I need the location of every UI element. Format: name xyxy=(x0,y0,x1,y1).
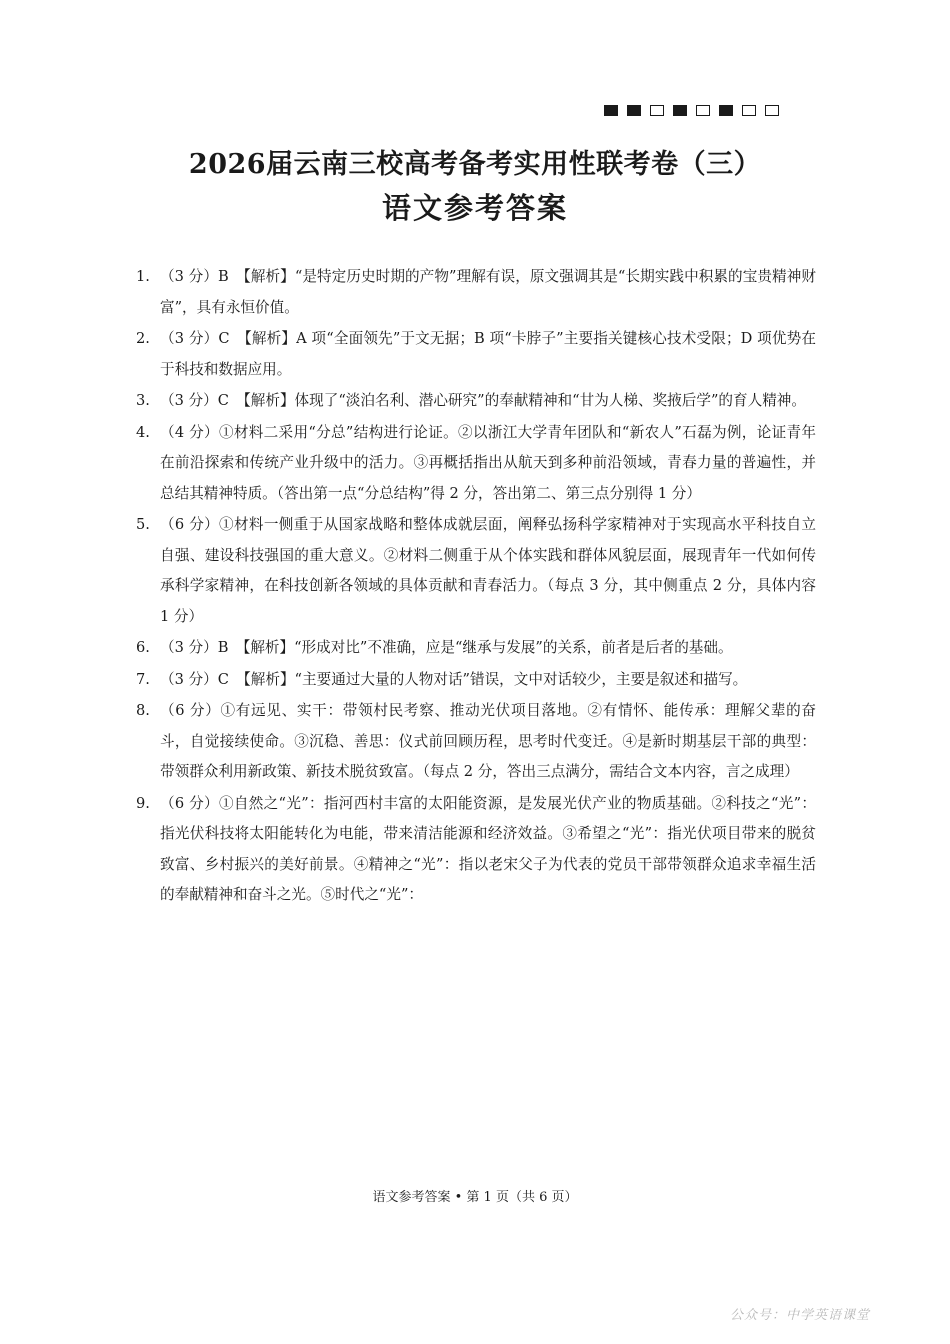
answer-text: （3 分）B 【解析】“是特定历史时期的产物”理解有误，原文强调其是“长期实践中积累的宝贵精神财富”，具有永恒价值。 xyxy=(160,268,816,316)
answer-list xyxy=(136,262,816,912)
answer-text: （3 分）C 【解析】“主要通过大量的人物对话”错误，文中对话较少，主要是叙述和描写。 xyxy=(160,670,748,688)
answer-number: 7. xyxy=(136,670,150,688)
answer-text: （6 分）①自然之“光”：指河西村丰富的太阳能资源，是发展光伏产业的物质基础。②科技之“光”：指光伏科技将太阳能转化为电能，带来清洁能源和经济效益。③希望之“光”：指光伏项目带来的脱贫致富、乡村振兴的美好前景。④精神之“光”：指以老宋父子为代表的党员干部带领群众追求幸福生活的奉献精神和奋斗之光。⑤时代之“光”： xyxy=(160,794,816,903)
answer-text: （3 分）B 【解析】“形成对比”不准确，应是“继承与发展”的关系，前者是后者的基础。 xyxy=(160,639,733,656)
answer-number: 9. xyxy=(136,794,150,812)
page-subtitle: 语文参考答案 xyxy=(381,191,568,225)
answer-item xyxy=(136,696,816,788)
answer-number: 2. xyxy=(136,330,150,347)
answer-number: 4. xyxy=(136,423,150,441)
answer-text: （3 分）C 【解析】体现了“淡泊名利、潜心研究”的奉献精神和“甘为人梯、奖掖后学”的育人精神。 xyxy=(160,392,806,409)
empty-square-mark xyxy=(696,105,710,116)
answer-text: （6 分）①材料一侧重于从国家战略和整体成就层面，阐释弘扬科学家精神对于实现高水平科技自立自强、建设科技强国的重大意义。②材料二侧重于从个体实践和群体风貌层面，展现青年一代如何传承科学家精神，在科技创新各领域的具体贡献和青春活力。（每点 3 分，其中侧重点 2 分，具体内容 1 分） xyxy=(160,516,816,625)
answer-item xyxy=(136,262,816,323)
answer-number: 3. xyxy=(136,392,150,409)
page-footer: 语文参考答案 • 第 1 页（共 6 页） xyxy=(372,1190,578,1205)
answer-item xyxy=(136,789,816,911)
answer-item xyxy=(136,665,816,696)
empty-square-mark xyxy=(765,105,779,116)
answer-number: 8. xyxy=(136,702,150,719)
filled-square-mark xyxy=(719,105,733,116)
answer-text: （6 分）①有远见、实干：带领村民考察、推动光伏项目落地。②有情怀、能传承：理解父辈的奋斗，自觉接续使命。③沉稳、善思：仪式前回顾历程，思考时代变迁。④是新时期基层干部的典型：带领群众利用新政策、新技术脱贫致富。（每点 2 分，答出三点满分，需结合文本内容，言之成理） xyxy=(160,702,816,780)
answer-text: （4 分）①材料二采用“分总”结构进行论证。②以浙江大学青年团队和“新农人”石磊为例，论证青年在前沿探索和传统产业升级中的活力。③再概括指出从航天到多种前沿领域，青春力量的普遍性，并总结其精神特质。（答出第一点“分总结构”得 2 分，答出第二、第三点分别得 1 分） xyxy=(160,423,816,502)
answer-item xyxy=(136,418,816,510)
page-title: 2026届云南三校高考备考实用性联考卷（三） xyxy=(188,149,762,180)
filled-square-mark xyxy=(627,105,641,116)
empty-square-mark xyxy=(742,105,756,116)
filled-square-mark xyxy=(673,105,687,116)
answer-number: 6. xyxy=(136,639,150,656)
answer-text: （3 分）C 【解析】A 项“全面领先”于文无据；B 项“卡脖子”主要指关键核心技术受限；D 项优势在于科技和数据应用。 xyxy=(160,330,816,378)
answer-item xyxy=(136,324,816,385)
filled-square-mark xyxy=(604,105,618,116)
answer-item xyxy=(136,510,816,632)
answer-item xyxy=(136,386,816,417)
answer-number: 5. xyxy=(136,516,150,533)
exam-code-marks xyxy=(604,105,779,116)
watermark: 公众号：中学英语课堂 xyxy=(730,1308,871,1323)
empty-square-mark xyxy=(650,105,664,116)
answer-item xyxy=(136,633,816,664)
answer-number: 1. xyxy=(136,268,150,285)
